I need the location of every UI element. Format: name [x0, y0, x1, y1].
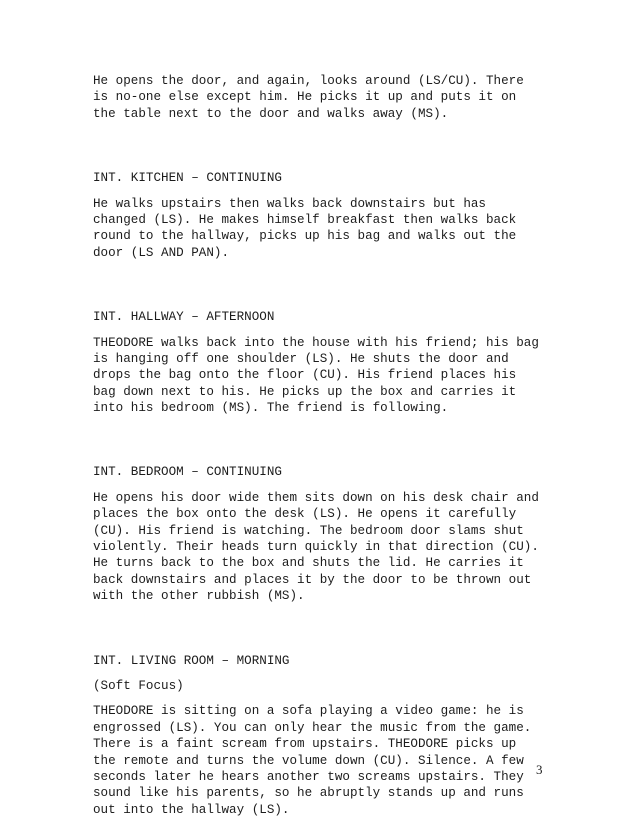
scene-heading-kitchen: INT. KITCHEN – CONTINUING [93, 171, 282, 186]
text-line: is hanging off one shoulder (LS). He shuts the door and [93, 351, 509, 366]
action-paragraph [93, 196, 553, 262]
text-line: He opens the door, and again, looks around (LS/CU). There [93, 74, 524, 88]
text-line: There is a faint scream from upstairs. THEODORE picks up [93, 737, 517, 752]
scene-heading-bedroom: INT. BEDROOM – CONTINUING [93, 465, 282, 480]
screenplay-body [93, 73, 553, 818]
text-line: sound like his parents, so he abruptly stands up and runs [93, 786, 524, 801]
text-line: (CU). His friend is watching. The bedroom door slams shut [93, 523, 524, 538]
text-line: drops the bag onto the floor (CU). His friend places his [93, 368, 517, 383]
text-line: the table next to the door and walks away (MS). [93, 106, 449, 121]
action-paragraph [93, 73, 553, 122]
action-paragraph [93, 490, 553, 605]
text-line: is no-one else except him. He picks it up and puts it on [93, 90, 517, 105]
scene-heading-living-room: INT. LIVING ROOM – MORNING [93, 653, 290, 668]
action-paragraph [93, 335, 553, 417]
page-number: 3 [536, 762, 543, 777]
text-line: He opens his door wide them sits down on his desk chair and [93, 490, 539, 505]
scene-heading-hallway: INT. HALLWAY – AFTERNOON [93, 310, 275, 325]
text-line: THEODORE walks back into the house with his friend; his bag [93, 335, 539, 350]
text-line: into his bedroom (MS). The friend is following. [93, 401, 449, 416]
text-line: changed (LS). He makes himself breakfast then walks back [93, 212, 517, 227]
text-line: engrossed (LS). You can only hear the music from the game. [93, 720, 532, 735]
text-line: round to the hallway, picks up his bag and walks out the [93, 229, 517, 244]
text-line: door (LS AND PAN). [93, 245, 230, 260]
text-line: places the box onto the desk (LS). He opens it carefully [93, 507, 517, 522]
text-line: He turns back to the box and shuts the lid. He carries it [93, 556, 524, 571]
text-line: THEODORE is sitting on a sofa playing a video game: he is [93, 704, 524, 719]
text-line: out into the hallway (LS). [93, 802, 290, 817]
text-line: with the other rubbish (MS). [93, 589, 305, 604]
text-line: bag down next to his. He picks up the box and carries it [93, 384, 517, 399]
camera-direction: (Soft Focus) [93, 678, 184, 693]
action-paragraph [93, 703, 553, 818]
text-line: He walks upstairs then walks back downstairs but has [93, 196, 486, 211]
text-line: back downstairs and places it by the door to be thrown out [93, 572, 532, 587]
text-line: seconds later he hears another two screams upstairs. They [93, 769, 524, 784]
text-line: the remote and turns the volume down (CU). Silence. A few [93, 753, 524, 768]
text-line: violently. Their heads turn quickly in that direction (CU). [93, 540, 539, 555]
